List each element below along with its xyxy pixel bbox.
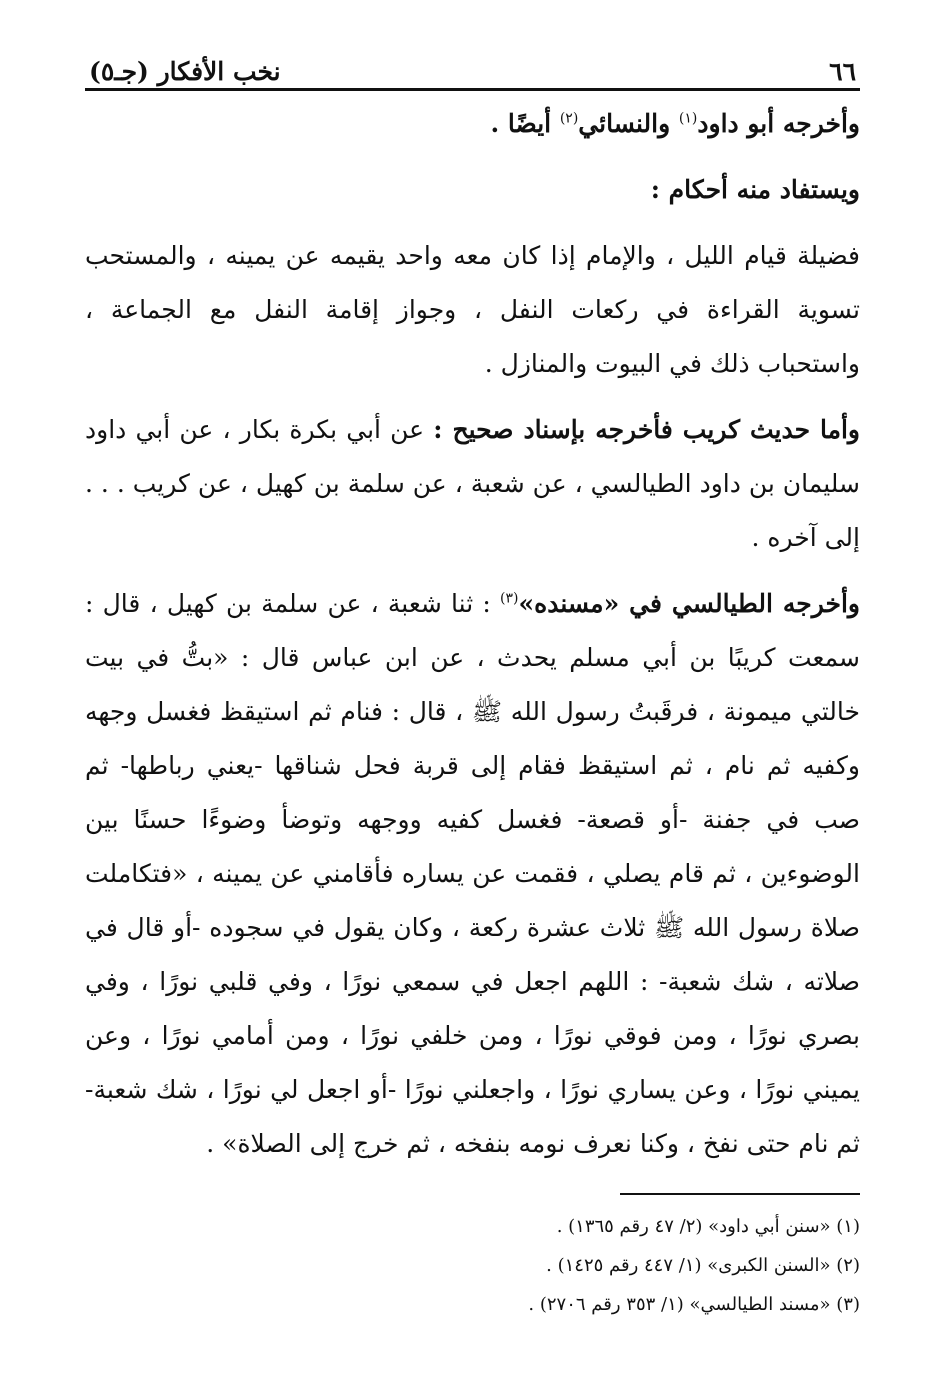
paragraph-3 bbox=[85, 229, 860, 391]
footnote-ref-3: (٣) bbox=[500, 590, 519, 607]
header-rule bbox=[85, 88, 860, 91]
paragraph-5-text: : ثنا شعبة ، عن سلمة بن كهيل ، قال : سمعت كريبًا بن أبي مسلم يحدث ، عن ابن عباس قال : «بتُّ في بيت خالتي ميمونة ، فرقَبتُ رسول الله ﷺ ، قال : فنام ثم استيقظ فغسل وجهه وكفيه ثم نام ، ثم استيقظ فقام إلى قربة فحل شناقها -يعني رباطها- ثم صب في جفنة -أو قصعة- فغسل كفيه ووجهه وتوضأ وضوءًا حسنًا بين الوضوءين ، ثم قام يصلي ، فقمت عن يساره فأقامني عن يمينه ، «فتكاملت صلاة رسول الله ﷺ ثلاث عشرة ركعة ، وكان يقول في سجوده -أو قال في صلاته ، شك شعبة- : اللهم اجعل في سمعي نورًا ، وفي قلبي نورًا ، وفي بصري نورًا ، ومن فوقي نورًا ، ومن خلفي نورًا ، ومن أمامي نورًا ، وعن يميني نورًا ، وعن يساري نورًا ، واجعلني نورًا -أو اجعل لي نورًا ، شك شعبة- ثم نام حتى نفخ ، وكنا نعرف نومه بنفخه ، ثم خرج إلى الصلاة» . bbox=[85, 589, 860, 1158]
footnote-ref-1: (١) bbox=[678, 110, 698, 127]
paragraph-gap bbox=[85, 565, 860, 577]
running-header bbox=[85, 40, 860, 86]
paragraph-4-lead: وأما حديث كريب فأخرجه بإسناد صحيح : bbox=[433, 415, 860, 444]
footnote-ref-2: (٢) bbox=[559, 110, 579, 127]
footnote-3: (٣) «مسند الطيالسي» (١/ ٣٥٣ رقم ٢٧٠٦) . bbox=[528, 1294, 860, 1315]
paragraph-gap bbox=[85, 391, 860, 403]
footnote-1: (١) «سنن أبي داود» (٢/ ٤٧ رقم ١٣٦٥) . bbox=[556, 1216, 860, 1237]
paragraph-5-lead: وأخرجه الطيالسي في «مسنده» bbox=[518, 589, 860, 618]
paragraph-gap bbox=[85, 151, 860, 163]
body-text bbox=[85, 97, 860, 1171]
paragraph-1-lead-2: والنسائي bbox=[578, 109, 679, 138]
paragraph-4 bbox=[85, 403, 860, 565]
paragraph-2-lead: ويستفاد منه أحكام : bbox=[650, 175, 860, 204]
book-title: نخب الأفكار (جـ٥) bbox=[89, 57, 281, 86]
paragraph-1-lead: وأخرجه أبو داود bbox=[697, 109, 860, 138]
paragraph-1-lead-3: أيضًا . bbox=[490, 109, 560, 138]
paragraph-3-text: فضيلة قيام الليل ، والإمام إذا كان معه واحد يقيمه عن يمينه ، والمستحب تسوية القراءة في ركعات النفل ، وجواز إقامة النفل مع الجماعة ، واستحباب ذلك في البيوت والمنازل . bbox=[85, 241, 861, 378]
paragraph-1 bbox=[85, 97, 860, 151]
page-number: ٦٦ bbox=[829, 57, 856, 86]
footnote-rule bbox=[620, 1193, 860, 1195]
paragraph-5 bbox=[85, 577, 860, 1171]
paragraph-2 bbox=[85, 163, 860, 217]
paragraph-4-text: عن أبي بكرة بكار ، عن أبي داود سليمان بن داود الطيالسي ، عن شعبة ، عن سلمة بن كهيل ، عن كريب . . . إلى آخره . bbox=[85, 415, 860, 552]
book-page bbox=[85, 40, 860, 1360]
footnote-2: (٢) «السنن الكبرى» (١/ ٤٤٧ رقم ١٤٢٥) . bbox=[546, 1255, 860, 1276]
paragraph-gap bbox=[85, 217, 860, 229]
footnotes bbox=[85, 1207, 860, 1324]
